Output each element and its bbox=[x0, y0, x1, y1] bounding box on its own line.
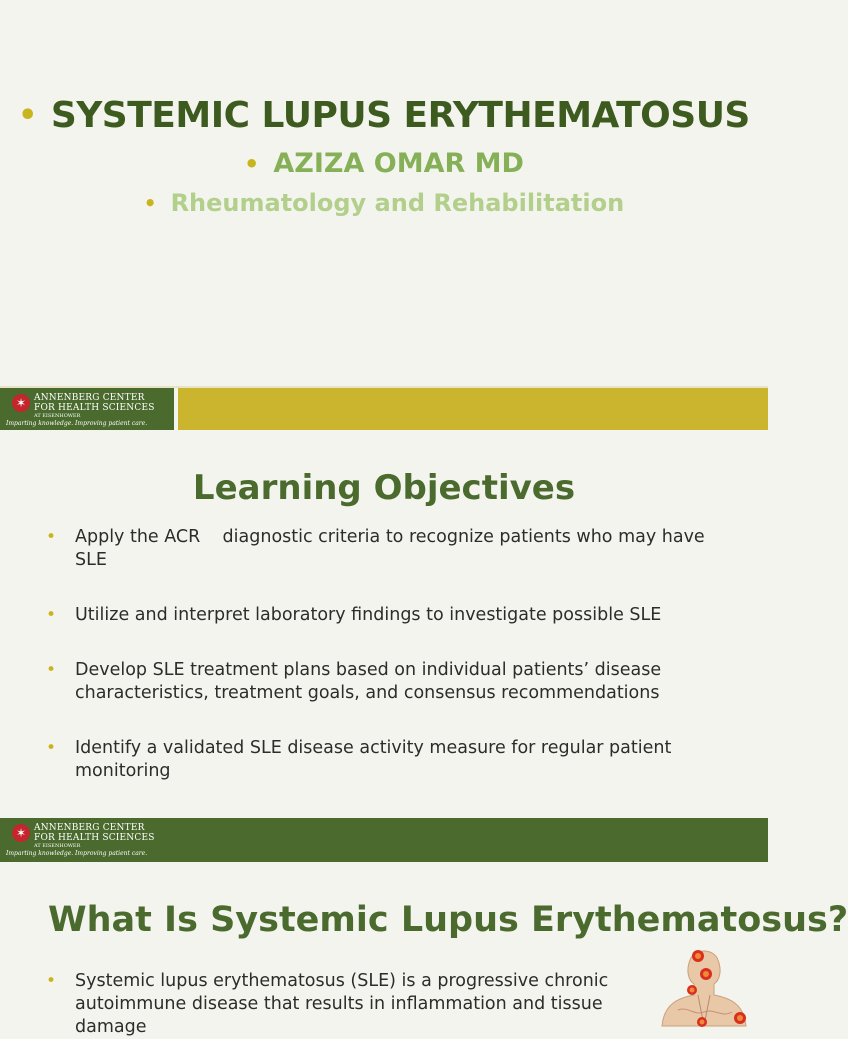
logo-line-2: FOR HEALTH SCIENCES bbox=[34, 833, 155, 843]
objectives-list bbox=[46, 526, 726, 815]
logo-line-3: AT EISENHOWER bbox=[34, 843, 81, 849]
list-item bbox=[46, 526, 726, 572]
star-emblem-icon: ✶ bbox=[12, 824, 30, 842]
slide-title: What Is Systemic Lupus Erythematosus? bbox=[48, 900, 848, 940]
list-item bbox=[46, 737, 726, 783]
annenberg-logo bbox=[0, 388, 178, 432]
bullet-dot-icon: • bbox=[18, 98, 37, 133]
definition-text: Systemic lupus erythematosus (SLE) is a progressive chronic autoimmune disease that results in inflammation and tissue damage bbox=[75, 971, 609, 1037]
star-emblem-icon: ✶ bbox=[12, 394, 30, 412]
title-line bbox=[0, 95, 768, 136]
list-item bbox=[46, 659, 726, 705]
bullet-dot-icon: • bbox=[46, 738, 57, 758]
presentation-title: SYSTEMIC LUPUS ERYTHEMATOSUS bbox=[50, 95, 750, 136]
logo-line-2: FOR HEALTH SCIENCES bbox=[34, 403, 155, 413]
logo-line-1: ANNENBERG CENTER bbox=[34, 393, 145, 403]
logo-tagline: Imparting knowledge. Improving patient care. bbox=[6, 420, 148, 427]
bullet-dot-icon: • bbox=[143, 191, 157, 215]
learning-objectives-slide bbox=[0, 430, 768, 818]
objective-text: Develop SLE treatment plans based on individual patients’ disease characteristics, treatment goals, and consensus recommendations bbox=[75, 660, 662, 703]
body-inflammation-illustration bbox=[648, 946, 758, 1026]
logo-line-3: AT EISENHOWER bbox=[34, 413, 81, 419]
bullet-dot-icon: • bbox=[46, 527, 57, 547]
logo-line-1: ANNENBERG CENTER bbox=[34, 823, 145, 833]
bullet-dot-icon: • bbox=[46, 971, 57, 991]
bullet-dot-icon: • bbox=[46, 605, 57, 625]
objective-text: Utilize and interpret laboratory findings to investigate possible SLE bbox=[75, 605, 662, 625]
list-item bbox=[46, 604, 726, 627]
slide-title: Learning Objectives bbox=[192, 468, 576, 508]
department-name: Rheumatology and Rehabilitation bbox=[170, 189, 625, 217]
department-line bbox=[0, 189, 768, 217]
author-name: AZIZA OMAR MD bbox=[273, 148, 524, 179]
bullet-dot-icon: • bbox=[46, 660, 57, 680]
logo-tagline: Imparting knowledge. Improving patient care. bbox=[6, 850, 148, 857]
title-slide bbox=[0, 0, 768, 384]
definition-slide bbox=[0, 862, 848, 1037]
definition-bullet bbox=[46, 970, 635, 1039]
annenberg-logo bbox=[0, 818, 178, 862]
bullet-dot-icon: • bbox=[244, 149, 260, 178]
author-line bbox=[0, 148, 768, 179]
slide-banner bbox=[0, 386, 768, 432]
objective-text: Apply the ACR diagnostic criteria to recognize patients who may have SLE bbox=[75, 527, 711, 570]
slide-banner bbox=[0, 818, 768, 862]
objective-text: Identify a validated SLE disease activity measure for regular patient monitoring bbox=[75, 738, 672, 781]
